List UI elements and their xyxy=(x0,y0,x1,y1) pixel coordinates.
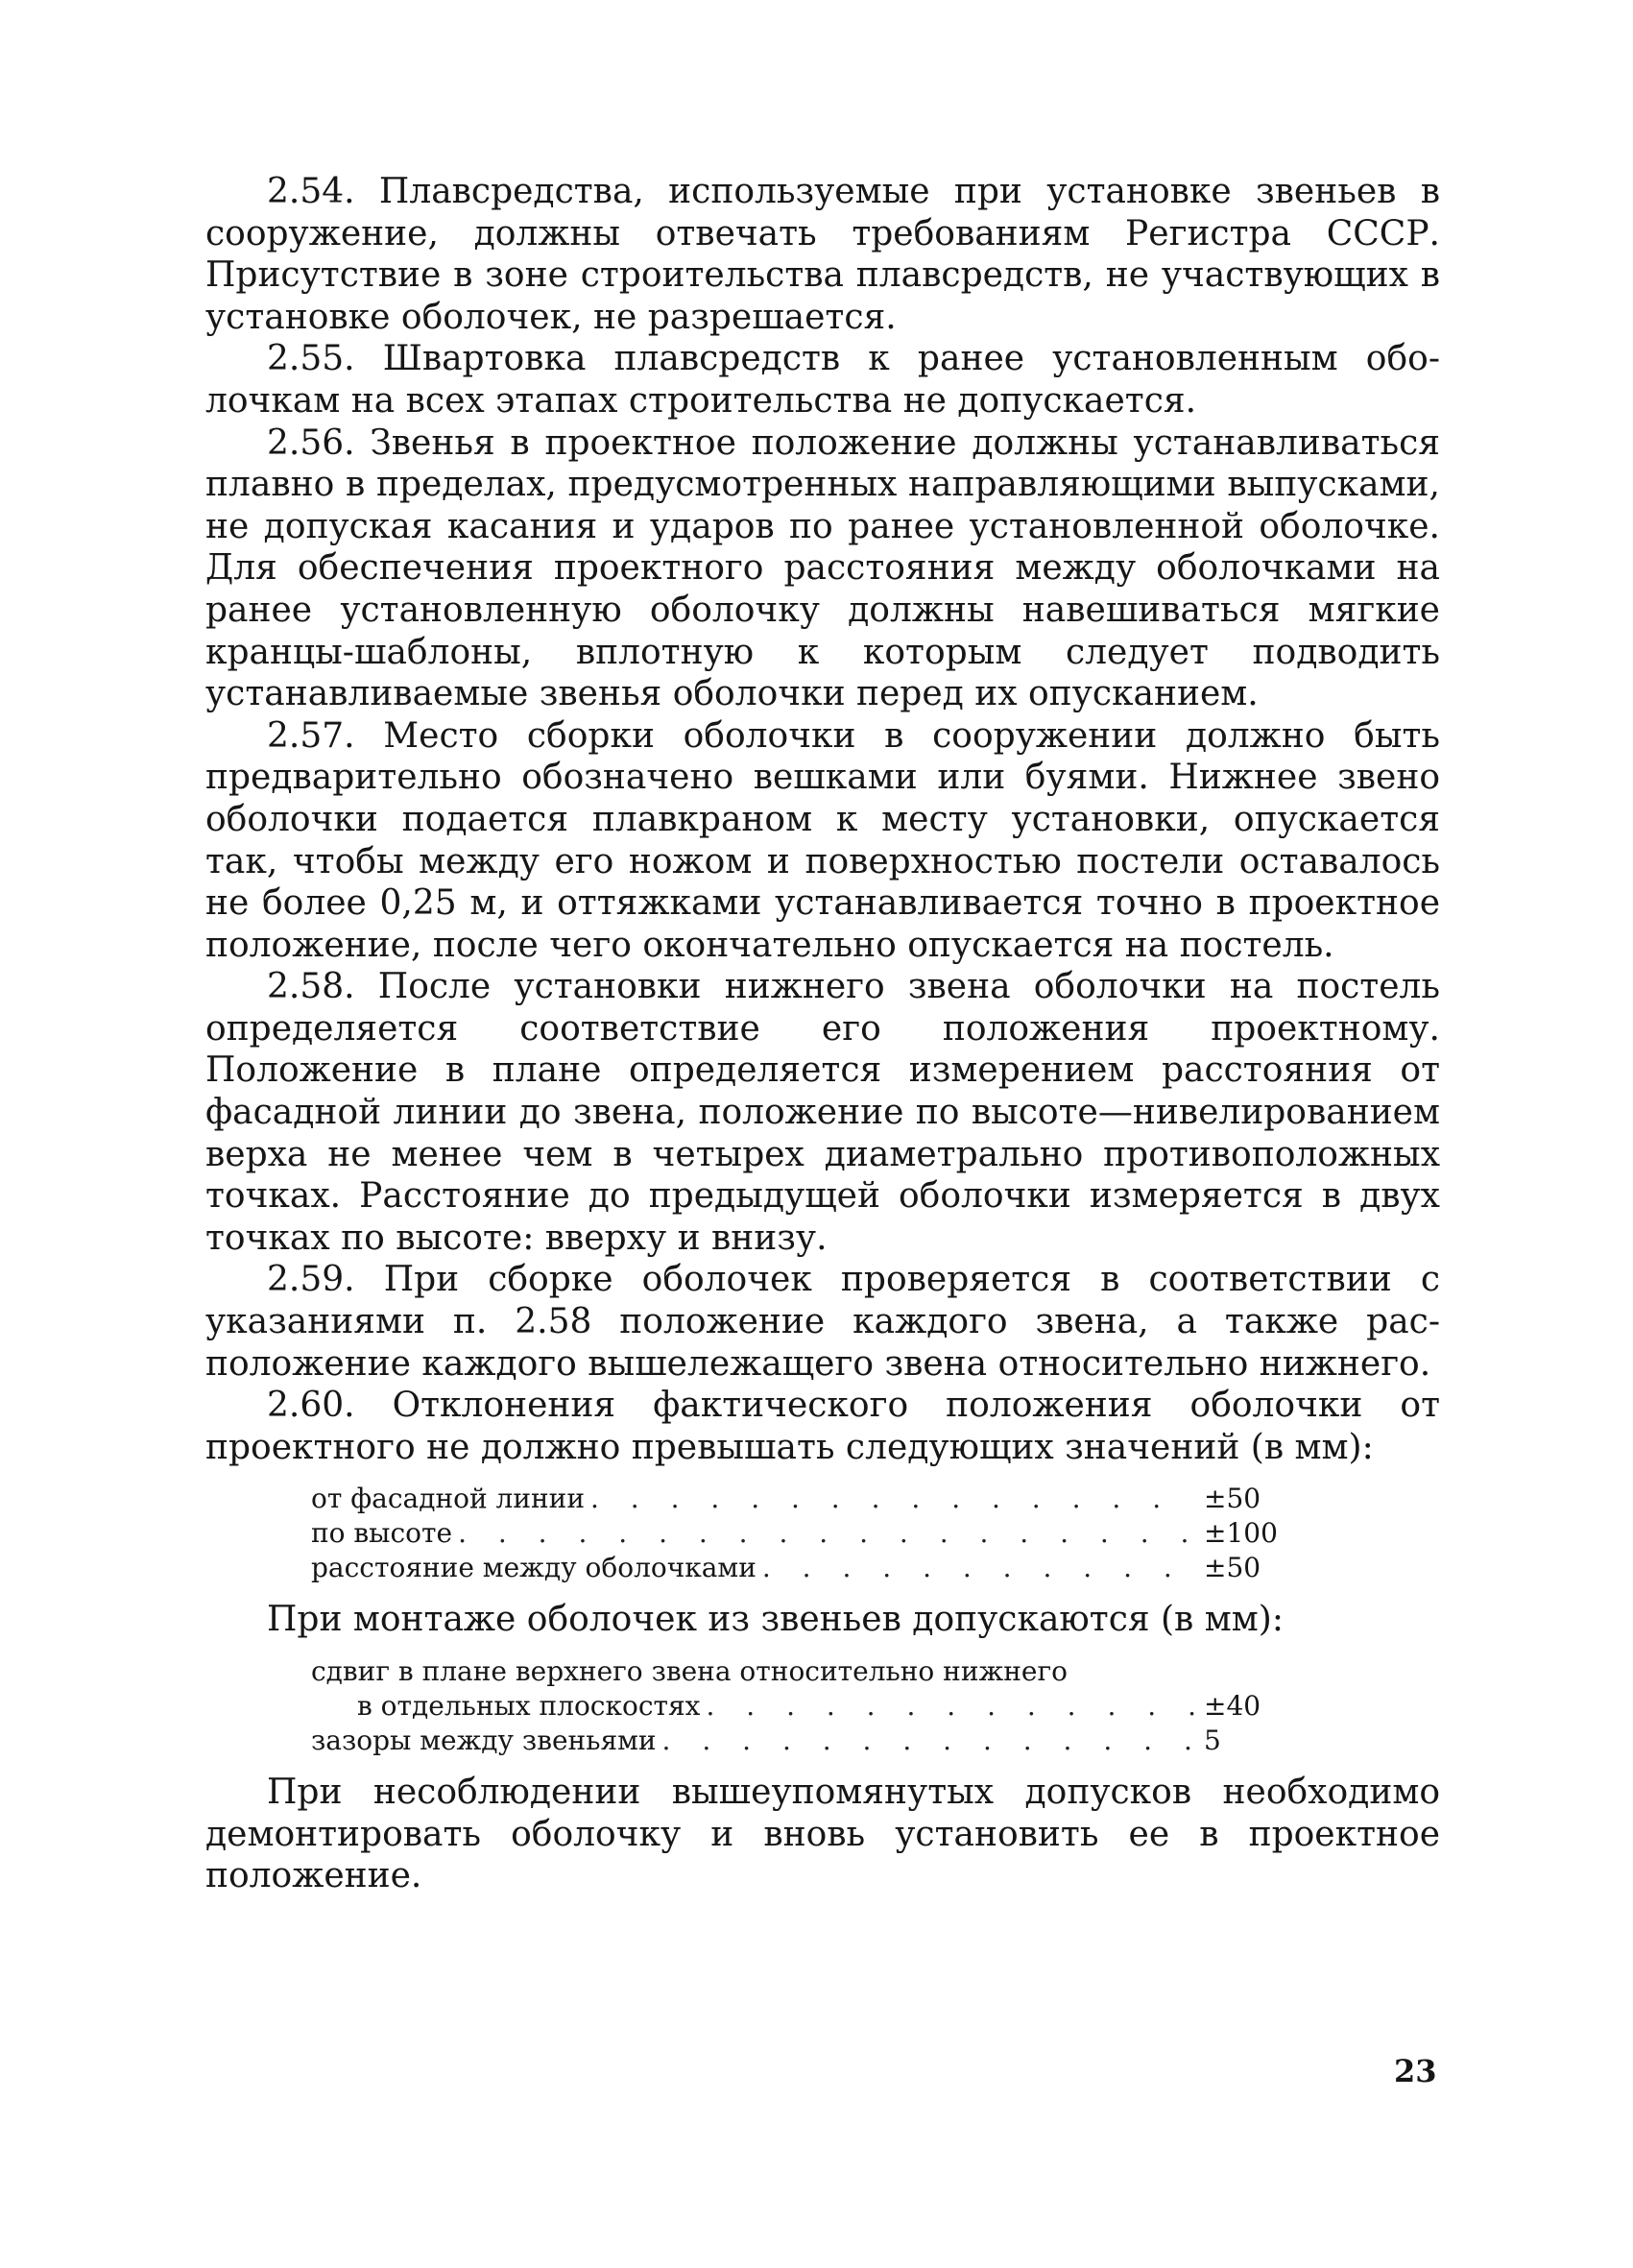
tolerance-header-label: сдвиг в плане верхнего звена относительно нижнего xyxy=(311,1655,1068,1687)
paragraph-2-57: 2.57. Место сборки оболочки в сооружении должно быть предварительно обозначено вешками или буями. Нижнее звено оболочки подается плавкраном к месту установки, опускается так, чтобы между его ножом и поверхностью постели оставалось не более 0,25 м, и оттяжками устанавливается точно в проектное положение, после чего окончательно опускается на постель. xyxy=(205,715,1440,965)
leader-dots xyxy=(762,1551,1194,1585)
paragraph-2-54: 2.54. Плавсредства, используемые при установке звеньев в сооружение, должны отвечать требованиям Регистра СССР. Присутствие в зоне строительства плавсредств, не участвующих в установке оболочек, не разрешается. xyxy=(205,172,1440,337)
paragraph-2-58: 2.58. После установки нижнего звена оболочки на постель определяется соответствие его положения проектному. Положение в плане определяется измерением расстояния от фасадной линии до звена, положение по высоте—нивелированием верха не менее чем в четырех диаметрально противоположных точках. Расстояние до предыдущей оболочки измеряется в двух точках по высоте: вверху и внизу. xyxy=(205,967,1440,1258)
tolerance-value: ±40 xyxy=(1204,1690,1261,1722)
tolerance-row xyxy=(311,1689,1309,1724)
paragraph-2-60: 2.60. Отклонения фактического положения оболочки от проектного не должно превышать следующих значений (в мм): xyxy=(205,1386,1440,1467)
tolerance-header-row xyxy=(311,1654,1309,1689)
tolerance-row xyxy=(311,1551,1309,1585)
leader-dots xyxy=(590,1482,1194,1516)
assembly-intro: При монтаже оболочек из звеньев допускаются (в мм): xyxy=(267,1600,1284,1640)
page-number: 23 xyxy=(1394,2053,1437,2089)
leader-dots xyxy=(706,1689,1194,1724)
paragraph-2-59: 2.59. При сборке оболочек проверяется в соответствии с указаниями п. 2.58 положение каждого звена, а также расположение каждого вышележащего звена относительно нижнего. xyxy=(205,1260,1440,1384)
tolerance-label: расстояние между оболочками xyxy=(311,1552,756,1584)
tolerance-row xyxy=(311,1516,1309,1551)
assembly-tolerance-table xyxy=(311,1654,1309,1758)
paragraph-2-56: 2.56. Звенья в проектное положение должны устанавливаться плавно в пределах, предусмотренных направляющими выпусками, не допуская касания и ударов по ранее установленной оболочке. Для обеспечения проектного расстояния между оболочками на ранее установленную оболочку должны навешиваться мягкие кранцы-шаблоны, вплотную к которым следует подводить устанавливаемые звенья оболочки перед их опусканием. xyxy=(205,422,1440,714)
tolerance-label: от фасадной линии xyxy=(311,1483,585,1515)
closing-paragraph: При несоблюдении вышеупомянутых допусков необходимо демонтировать оболочку и вновь установить ее в проектное положение. xyxy=(205,1773,1440,1896)
tolerance-row xyxy=(311,1724,1309,1758)
tolerance-value: ±100 xyxy=(1204,1517,1278,1550)
tolerance-value: ±50 xyxy=(1204,1483,1261,1515)
tolerance-value: ±50 xyxy=(1204,1552,1261,1584)
document-page xyxy=(205,171,1440,1897)
leader-dots xyxy=(458,1516,1194,1551)
tolerance-value: 5 xyxy=(1204,1725,1221,1756)
tolerance-label: по высоте xyxy=(311,1517,453,1550)
tolerance-label: в отдельных плоскостях xyxy=(357,1690,701,1722)
positioning-tolerance-table xyxy=(311,1482,1309,1585)
leader-dots xyxy=(662,1724,1194,1758)
tolerance-row xyxy=(311,1482,1309,1516)
tolerance-label: зазоры между звеньями xyxy=(311,1725,657,1756)
paragraph-2-55: 2.55. Швартовка плавсредств к ранее установленным оболочкам на всех этапах строительства не допускается. xyxy=(205,339,1440,421)
